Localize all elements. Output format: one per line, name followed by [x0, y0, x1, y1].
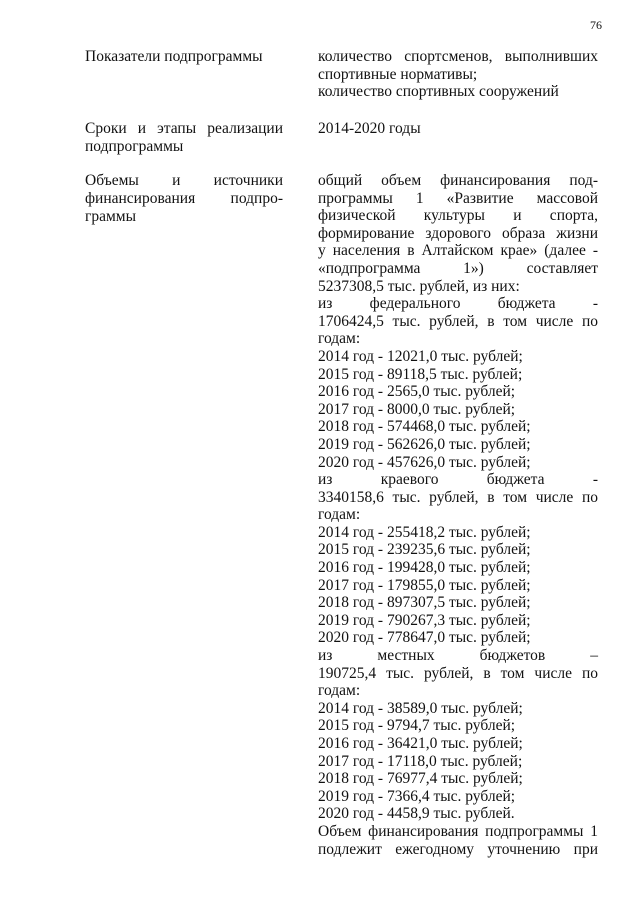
row-label: [85, 172, 283, 226]
passport-row: [85, 48, 600, 101]
label-line: Показатели подпрограммы: [85, 48, 263, 65]
value-line: 2014-2020 годы: [318, 120, 421, 137]
value-line: 3340158,6 тыс. рублей, в том числе по: [318, 488, 598, 506]
value-line: количество спортивных сооружений: [318, 83, 559, 101]
label-line: Сроки и этапы реализации: [85, 120, 283, 137]
value-line: из краевого бюджета -: [318, 471, 598, 489]
value-line: 2015 год - 239235,6 тыс. рублей;: [318, 541, 531, 559]
row-value: [318, 120, 598, 138]
passport-row: [85, 120, 600, 156]
value-line: подлежит ежегодному уточнению при: [318, 840, 598, 858]
value-line: годам:: [318, 506, 361, 524]
value-line: программы 1 «Развитие массовой: [318, 189, 598, 207]
row-label: [85, 48, 283, 66]
value-line: количество спортсменов, выполнивших: [318, 48, 598, 65]
value-line: 2016 год - 2565,0 тыс. рублей;: [318, 383, 516, 401]
page-number: 76: [590, 18, 602, 32]
row-label: [85, 120, 283, 156]
value-line: 2019 год - 7366,4 тыс. рублей;: [318, 787, 516, 805]
value-line: 2020 год - 4458,9 тыс. рублей.: [318, 805, 515, 823]
value-line: 2017 год - 179855,0 тыс. рублей;: [318, 576, 531, 594]
value-line: 2018 год - 574468,0 тыс. рублей;: [318, 418, 531, 436]
label-line: Объемы и источники: [85, 172, 283, 189]
value-line: 2019 год - 562626,0 тыс. рублей;: [318, 435, 531, 453]
value-line: 2020 год - 457626,0 тыс. рублей;: [318, 453, 531, 471]
value-line: 2014 год - 38589,0 тыс. рублей;: [318, 699, 523, 717]
label-line: граммы: [85, 208, 137, 225]
label-line: подпрограммы: [85, 138, 184, 155]
value-line: 2014 год - 12021,0 тыс. рублей;: [318, 347, 523, 365]
label-line: финансирования подпро-: [85, 190, 283, 207]
value-line: 2019 год - 790267,3 тыс. рублей;: [318, 611, 531, 629]
value-line: годам:: [318, 330, 361, 348]
value-line: у населения в Алтайском крае» (далее -: [318, 242, 598, 260]
value-line: физической культуры и спорта,: [318, 207, 598, 225]
value-line: 2016 год - 36421,0 тыс. рублей;: [318, 735, 523, 752]
value-line: Объем финансирования подпрограммы 1: [318, 822, 598, 840]
passport-row: [85, 172, 600, 858]
value-line: 1706424,5 тыс. рублей, в том числе по: [318, 312, 598, 330]
value-line: из местных бюджетов –: [318, 647, 598, 665]
value-line: 2016 год - 199428,0 тыс. рублей;: [318, 559, 531, 577]
value-line: из федерального бюджета -: [318, 295, 598, 313]
value-line: 2018 год - 76977,4 тыс. рублей;: [318, 770, 523, 788]
value-line: формирование здорового образа жизни: [318, 224, 598, 242]
value-line: 2015 год - 89118,5 тыс. рублей;: [318, 365, 523, 383]
value-line: 190725,4 тыс. рублей, в том числе по: [318, 664, 598, 682]
value-line: общий объем финансирования под-: [318, 172, 598, 189]
value-line: «подпрограмма 1») составляет: [318, 259, 598, 277]
value-line: 2015 год - 9794,7 тыс. рублей;: [318, 717, 516, 735]
value-line: 2017 год - 8000,0 тыс. рублей;: [318, 400, 516, 418]
value-line: 5237308,5 тыс. рублей, из них:: [318, 277, 520, 295]
row-value: [318, 48, 598, 101]
value-line: спортивные нормативы;: [318, 65, 478, 83]
row-value: [318, 172, 598, 858]
value-line: 2014 год - 255418,2 тыс. рублей;: [318, 523, 531, 541]
value-line: годам:: [318, 682, 361, 700]
value-line: 2017 год - 17118,0 тыс. рублей;: [318, 752, 523, 770]
value-line: 2018 год - 897307,5 тыс. рублей;: [318, 594, 531, 612]
value-line: 2020 год - 778647,0 тыс. рублей;: [318, 629, 531, 647]
